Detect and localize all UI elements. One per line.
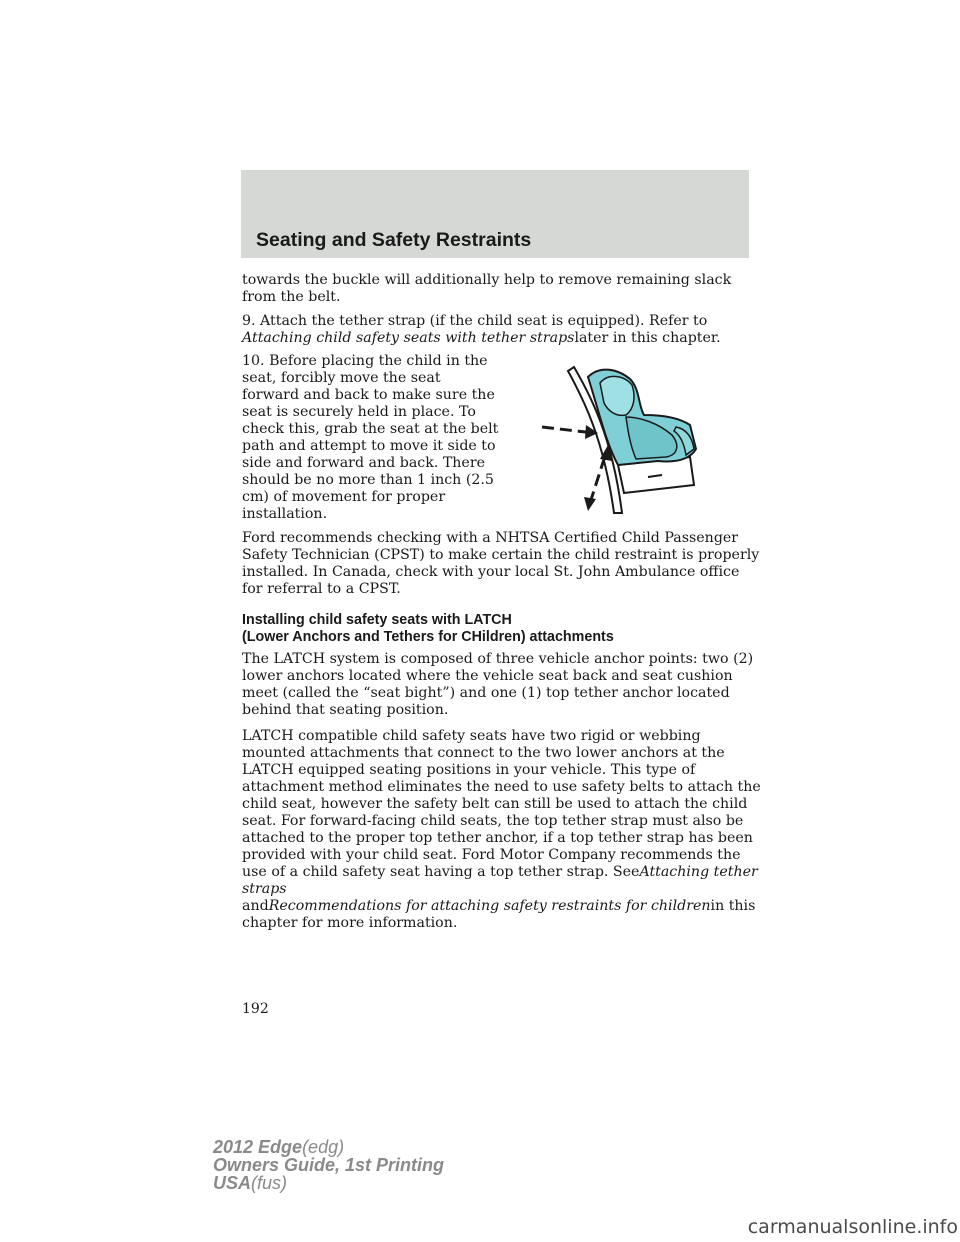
latch-compatible-and: and	[242, 898, 269, 914]
diagonal-arrow-line	[590, 453, 606, 503]
section-header-band	[241, 170, 749, 258]
step-10-paragraph: 10. Before placing the child in the seat, forcibly move the seat forward and back to make sure the seat is securely held in place. To check this, grab the seat at the belt path and attempt to move it side to side and forward and back. There should be no more than 1 inch (2.5 cm) of movement for proper installation.	[242, 353, 499, 522]
recommendations-reference: Recommendations for attaching safety restraints for children	[268, 898, 711, 914]
footer-region-code: (fus)	[251, 1173, 288, 1193]
latch-compatible-text: LATCH compatible child safety seats have two rigid or webbing mounted attachments that connect to the two lower anchors at the LATCH equipped seating positions in your vehicle. This type of attachment method eliminates the need to use safety belts to attach the child seat, however the safety belt can still be used to attach the child seat. For forward-facing child seats, the top tether strap must also be attached to the proper top tether anchor, if a top tether strap has been provided with your child seat. Ford Motor Company recommends the use of a child safety seat having a top tether strap. See	[242, 728, 761, 880]
footer-model: 2012 Edge	[213, 1137, 303, 1157]
continued-paragraph: towards the buckle will additionally help to remove remaining slack from the belt.	[242, 272, 732, 305]
footer-guide: Owners Guide, 1st Printing	[213, 1155, 445, 1175]
step-9-text: 9. Attach the tether strap (if the child seat is equipped). Refer to	[242, 313, 708, 329]
footer-region: USA	[213, 1173, 252, 1193]
latch-compatible-end: in this chapter for more information.	[242, 898, 756, 931]
latch-subheading-line2: (Lower Anchors and Tethers for CHildren) attachments	[242, 629, 614, 645]
latch-system-paragraph: The LATCH system is composed of three vehicle anchor points: two (2) lower anchors located where the vehicle seat back and seat cushion meet (called the “seat bight”) and one (1) top tether anchor located behind that seating position.	[242, 651, 754, 718]
step-9-text-after: later in this chapter.	[574, 330, 721, 346]
page-number: 192	[242, 1001, 269, 1017]
diagonal-arrow-head-bottom	[584, 497, 596, 511]
document-footer	[213, 1138, 444, 1192]
watermark: carmanualsonline.info	[747, 1216, 958, 1238]
tether-straps-reference: Attaching tether straps	[242, 864, 758, 897]
child-seat-illustration	[540, 365, 700, 515]
section-title: Seating and Safety Restraints	[256, 229, 532, 251]
footer-model-code: (edg)	[302, 1137, 345, 1157]
ford-recommends-paragraph: Ford recommends checking with a NHTSA Certified Child Passenger Safety Technician (CPST) to make certain the child restraint is properly installed. In Canada, check with your local St. John Ambulance office for referral to a CPST.	[242, 530, 760, 597]
step-9-paragraph	[242, 313, 762, 347]
latch-subheading-line1: Installing child safety seats with LATCH	[242, 612, 512, 628]
step-9-reference: Attaching child safety seats with tether straps	[242, 330, 575, 346]
latch-subheading	[242, 612, 762, 646]
latch-compatible-paragraph	[242, 728, 762, 932]
